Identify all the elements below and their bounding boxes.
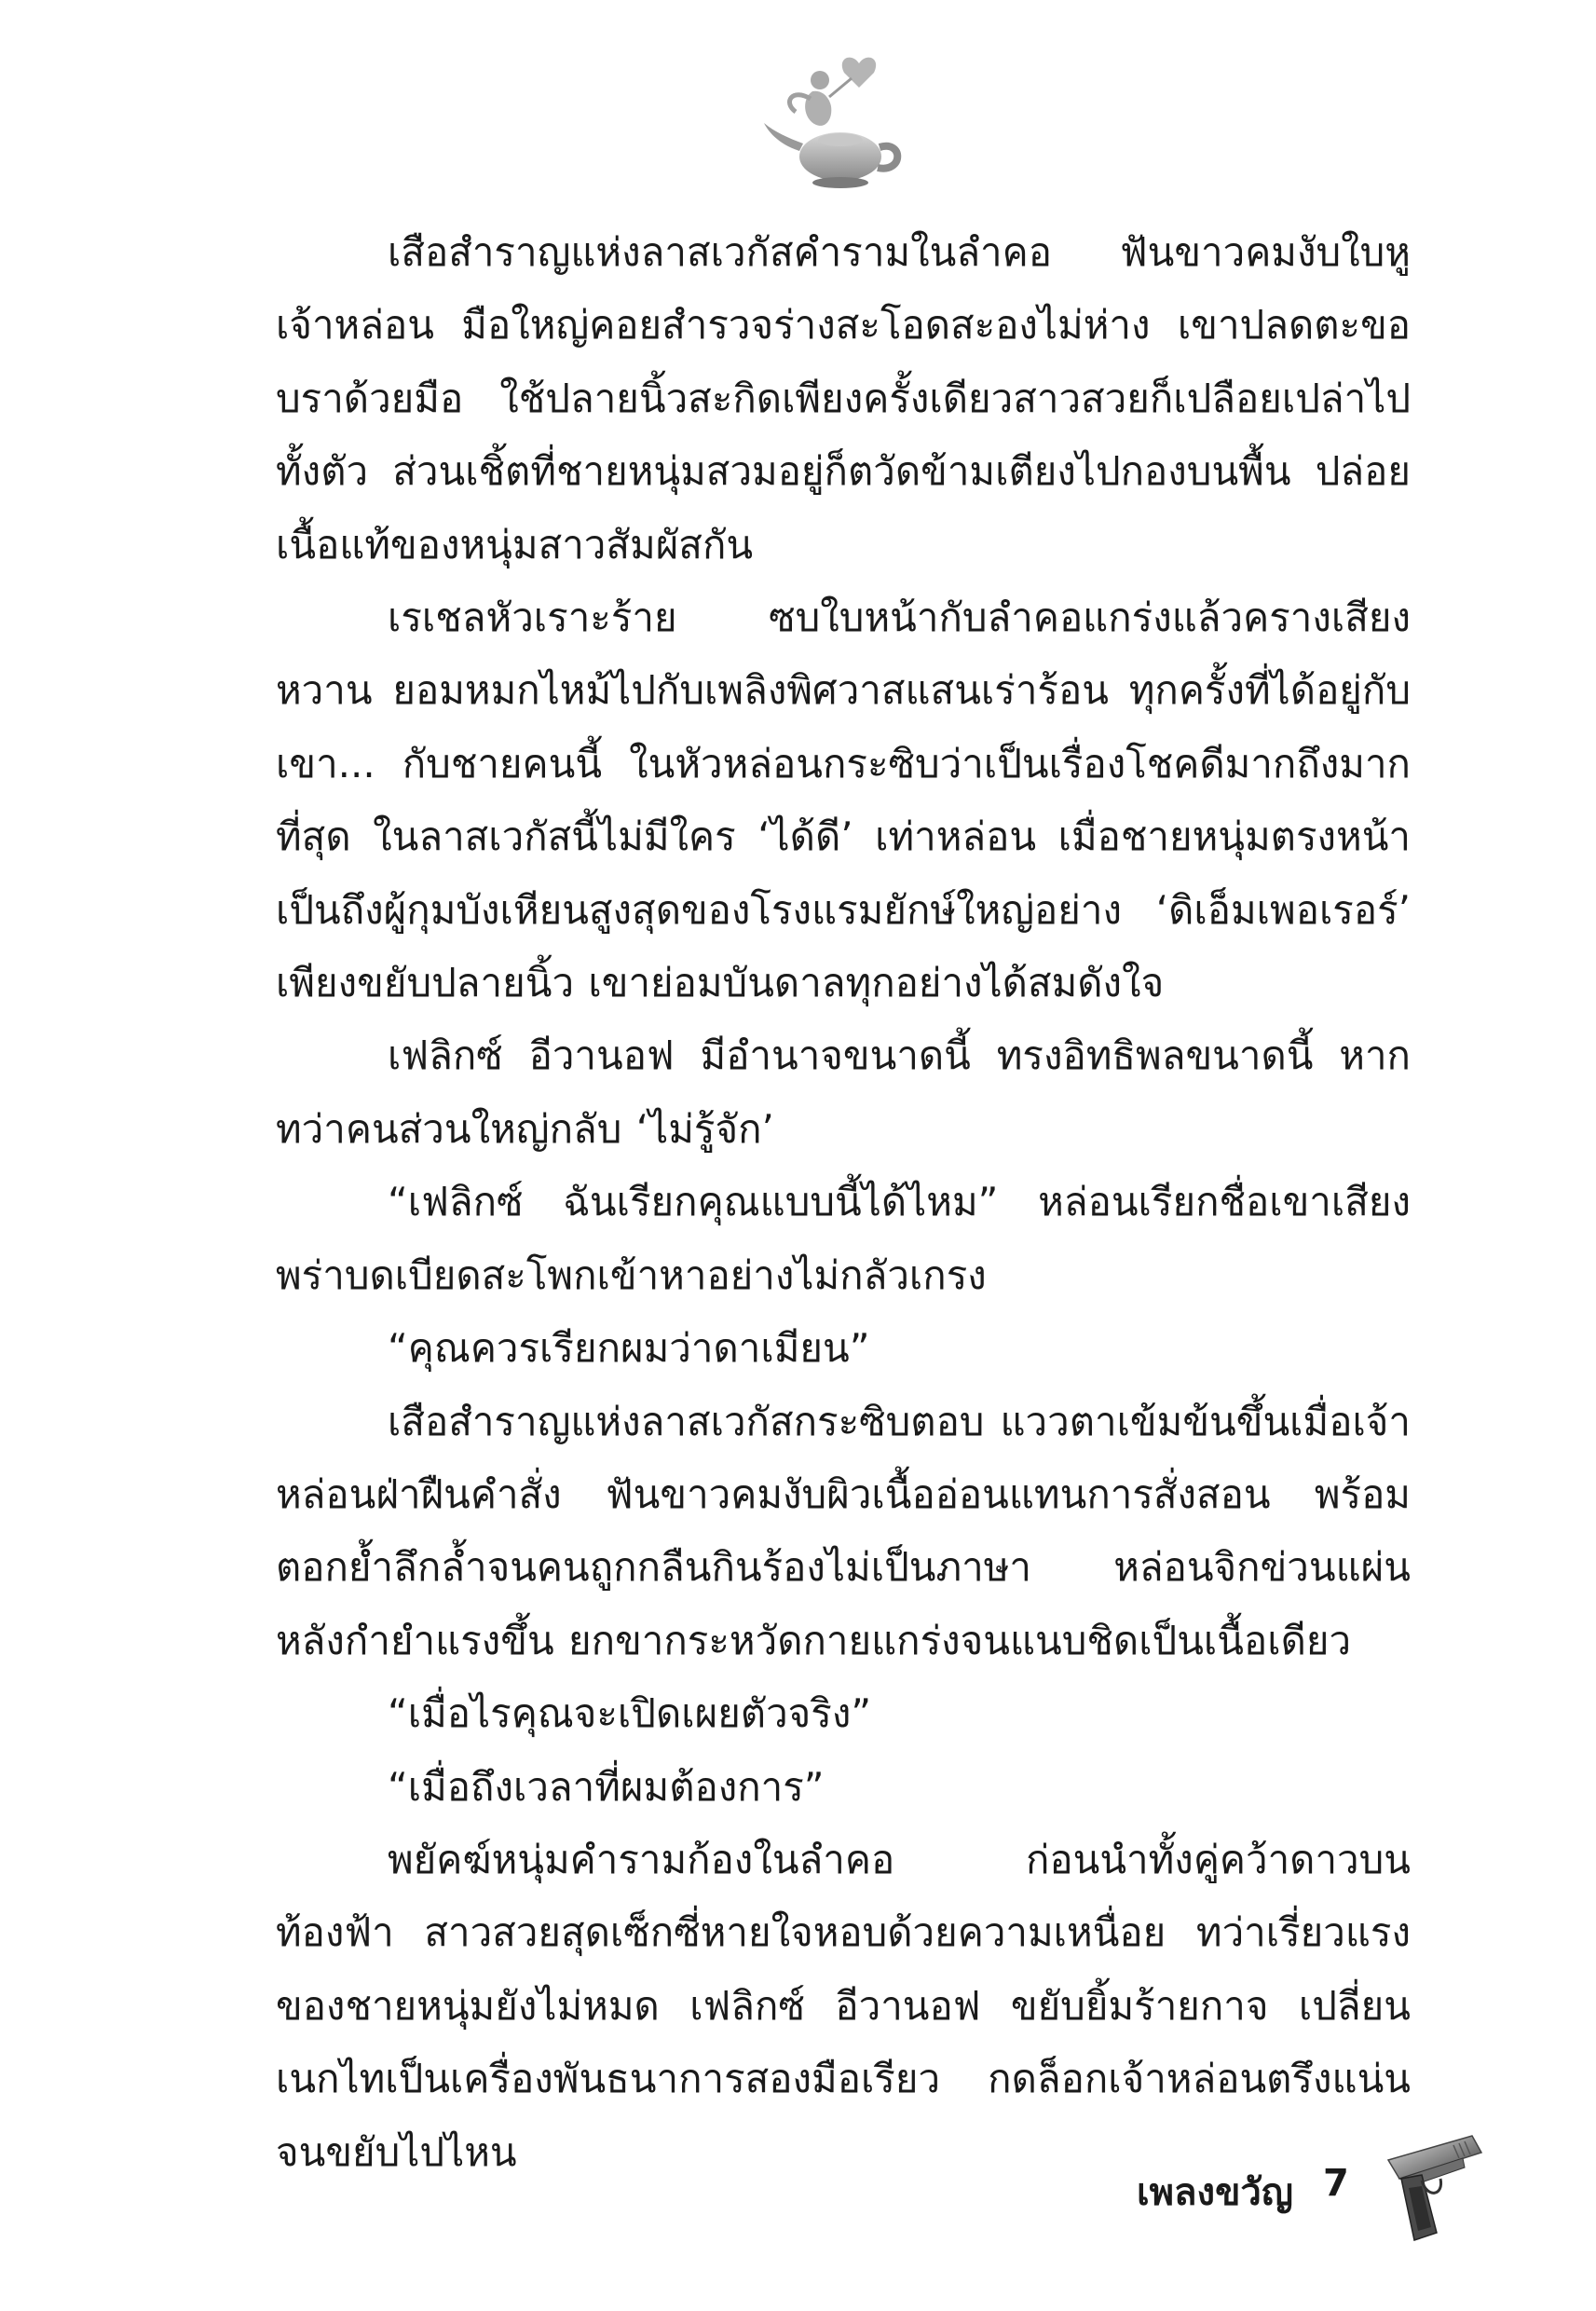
book-title: เพลงขวัญ <box>1137 2171 1293 2214</box>
paragraph: “เมื่อไรคุณจะเปิดเผยตัวจริง” <box>388 1690 872 1737</box>
page-footer <box>1025 2123 1491 2253</box>
pistol-icon <box>1379 2123 1491 2253</box>
teapot-cupid-ornament-icon <box>755 47 913 214</box>
paragraph: เสือสำราญแห่งลาสเวกัสคำรามในลำคอ ฟันขาวคมงับใบหูเจ้าหล่อน มือใหญ่คอยสำรวจร่างสะโอดสะองไม่ห่าง เขาปลดตะขอบราด้วยมือ ใช้ปลายนิ้วสะกิดเพียงครั้งเดียวสาวสวยก็เปลือยเปล่าไปทั้งตัว ส่วนเชิ้ตที่ชายหนุ่มสวมอยู่ก็ตวัดข้ามเตียงไปกองบนพื้น ปล่อยเนื้อแท้ของหนุ่มสาวสัมผัสกัน <box>276 229 1411 567</box>
paragraph: เสือสำราญแห่งลาสเวกัสกระซิบตอบ แววตาเข้มข้นขึ้นเมื่อเจ้าหล่อนฝ่าฝืนคำสั่ง ฟันขาวคมงับผิวเนื้ออ่อนแทนการสั่งสอน พร้อมตอกย้ำลึกล้ำจนคนถูกกลืนกินร้องไม่เป็นภาษา หล่อนจิกข่วนแผ่นหลังกำยำแรงขึ้น ยกขากระหวัดกายแกร่งจนแนบชิดเป็นเนื้อเดียว <box>276 1398 1411 1663</box>
story-body <box>276 216 1411 2189</box>
paragraph: “คุณควรเรียกผมว่าดาเมียน” <box>388 1325 870 1372</box>
paragraph: เรเชลหัวเราะร้าย ซบใบหน้ากับลำคอแกร่งแล้วครางเสียงหวาน ยอมหมกไหม้ไปกับเพลิงพิศวาสแสนเร่าร้อน ทุกครั้งที่ได้อยู่กับเขา... กับชายคนนี้ ในหัวหล่อนกระซิบว่าเป็นเรื่องโชคดีมากถึงมากที่สุด ในลาสเวกัสนี้ไม่มีใคร ‘ได้ดี’ เท่าหล่อน เมื่อชายหนุ่มตรงหน้าเป็นถึงผู้กุมบังเหียนสูงสุดของโรงแรมยักษ์ใหญ่อย่าง ‘ดิเอ็มเพอเรอร์’ เพียงขยับปลายนิ้ว เขาย่อมบันดาลทุกอย่างได้สมดังใจ <box>276 595 1411 1006</box>
paragraph: “เฟลิกซ์ ฉันเรียกคุณแบบนี้ได้ไหม” หล่อนเรียกชื่อเขาเสียงพร่าบดเบียดสะโพกเข้าหาอย่างไม่กลัวเกรง <box>276 1179 1411 1298</box>
paragraph: พยัคฆ์หนุ่มคำรามก้องในลำคอ ก่อนนำทั้งคู่คว้าดาวบนท้องฟ้า สาวสวยสุดเซ็กซี่หายใจหอบด้วยความเหนื่อย ทว่าเรี่ยวแรงของชายหนุ่มยังไม่หมด เฟลิกซ์ อีวานอฟ ขยับยิ้มร้ายกาจ เปลี่ยนเนกไทเป็นเครื่องพันธนาการสองมือเรียว กดล็อกเจ้าหล่อนตรึงแน่นจนขยับไปไหน <box>276 1836 1411 2175</box>
paragraph: เฟลิกซ์ อีวานอฟ มีอำนาจขนาดนี้ ทรงอิทธิพลขนาดนี้ หากทว่าคนส่วนใหญ่กลับ ‘ไม่รู้จัก’ <box>276 1032 1411 1152</box>
page-number: 7 <box>1323 2162 1349 2205</box>
paragraph: “เมื่อถึงเวลาที่ผมต้องการ” <box>388 1763 825 1810</box>
